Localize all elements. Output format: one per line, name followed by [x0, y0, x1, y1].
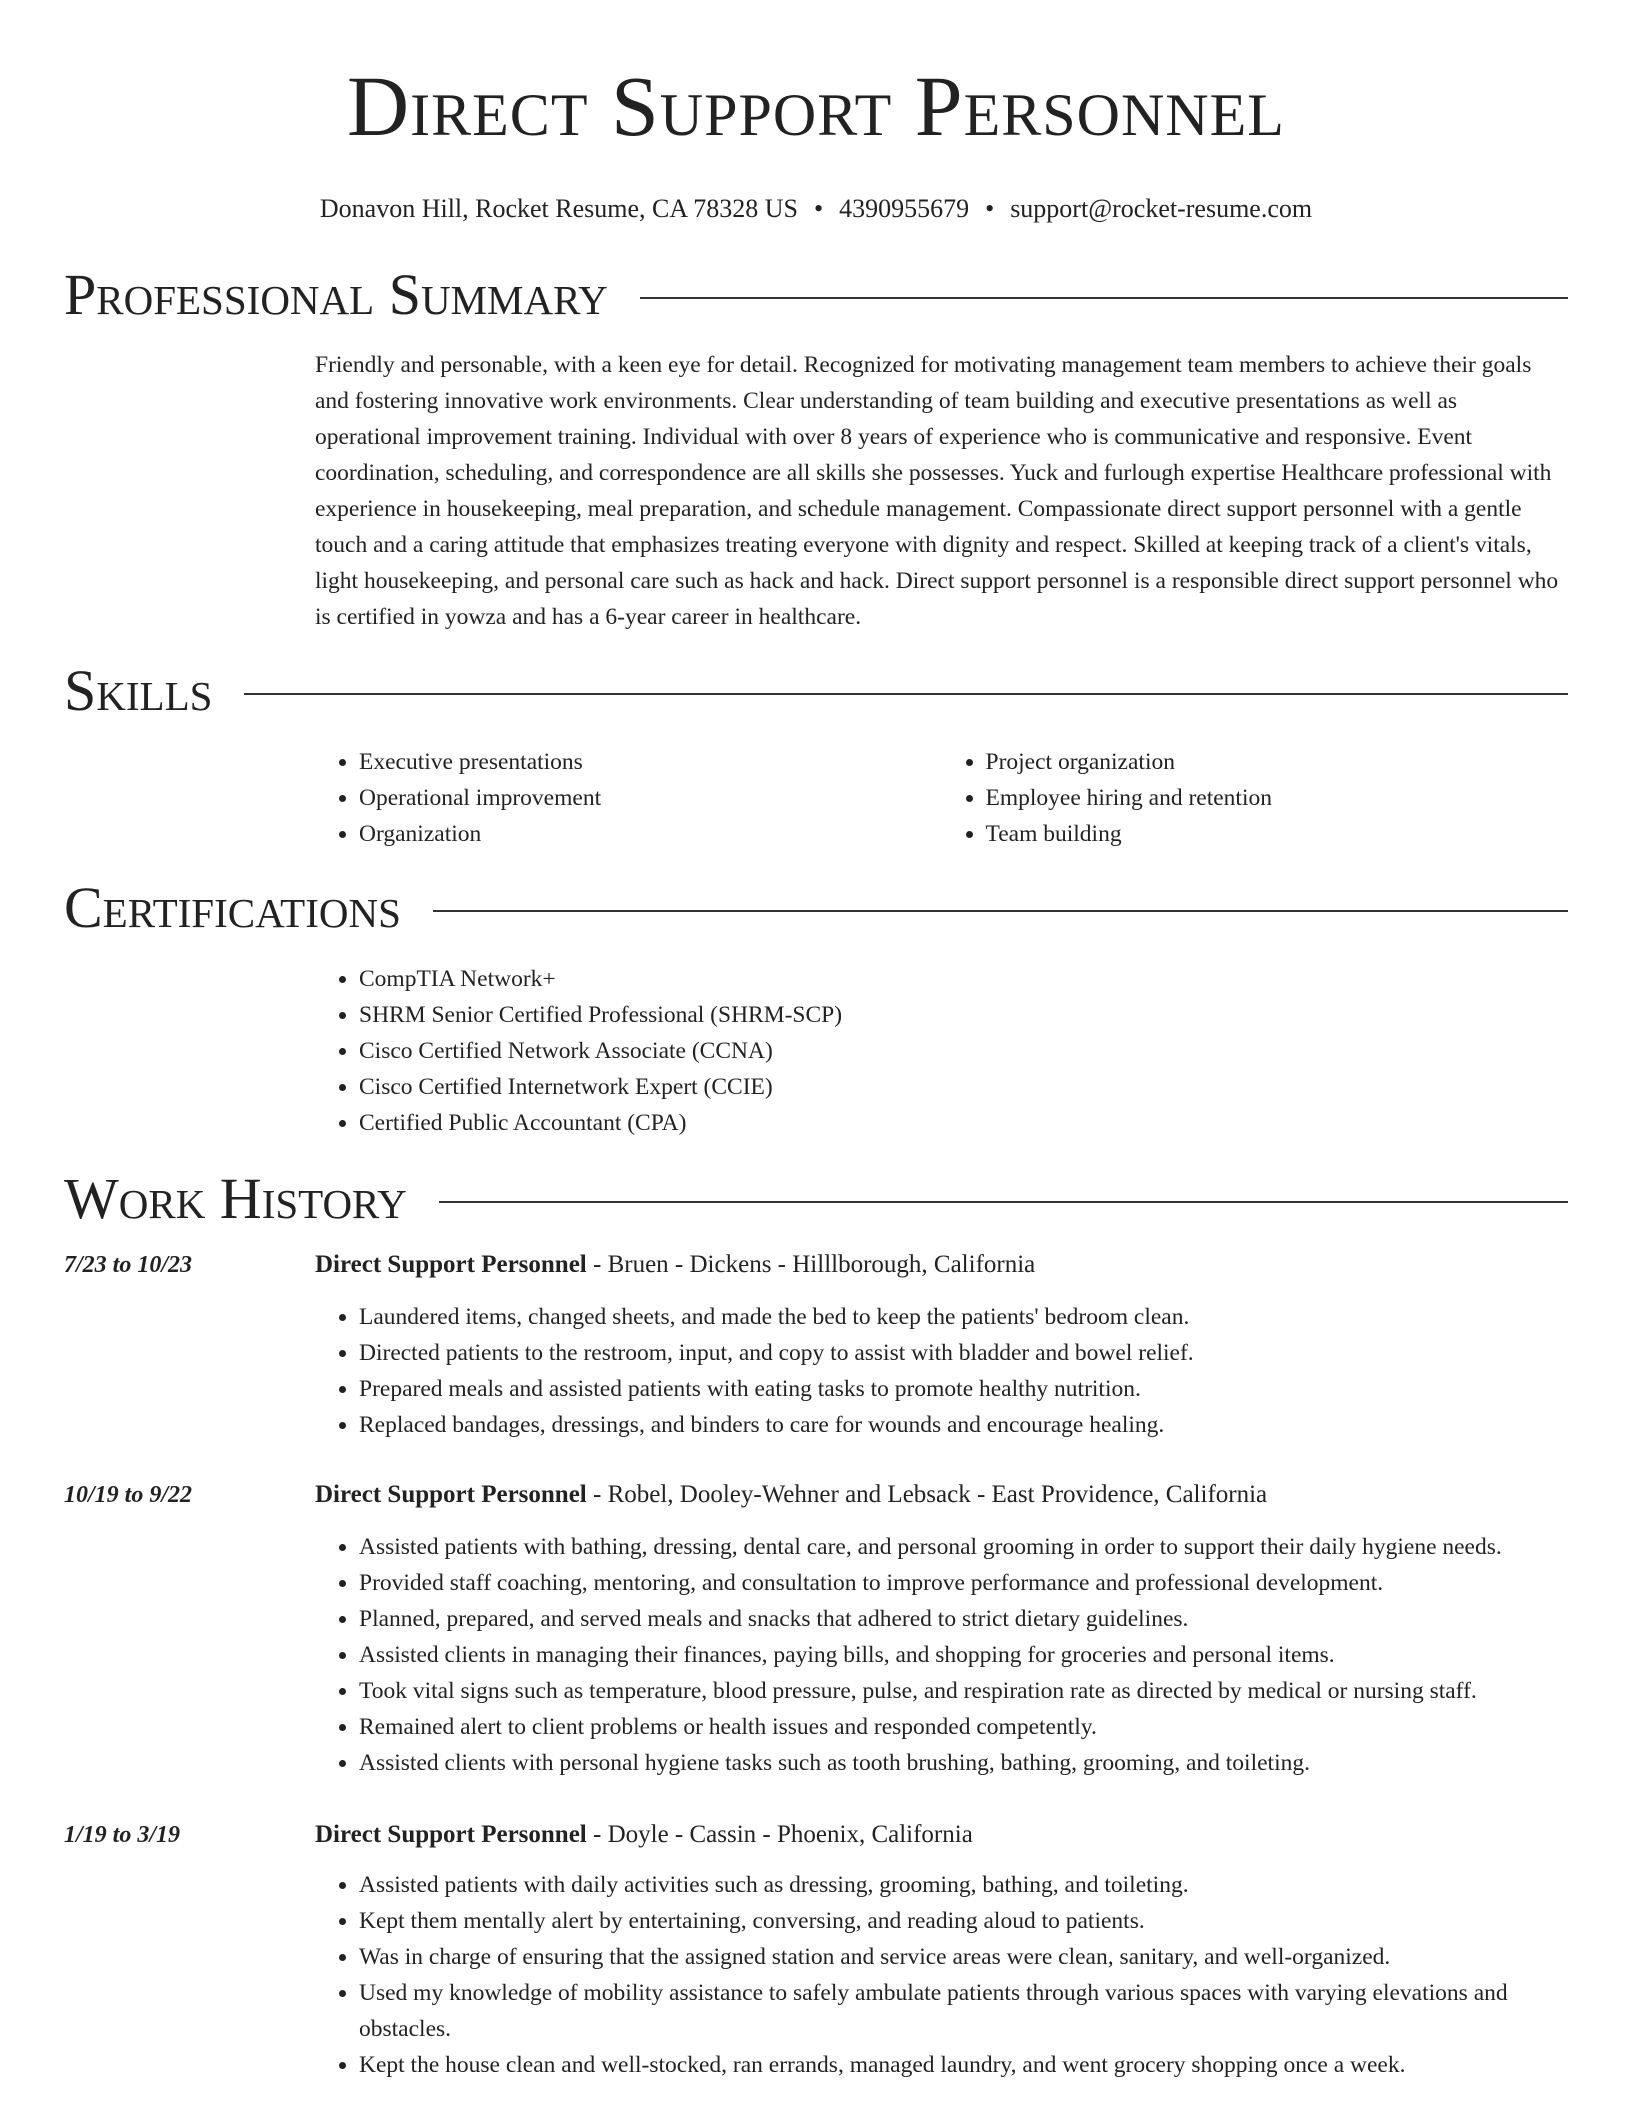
- job-bullet: • Remained alert to client problems or health issues and responded competently.: [359, 1709, 1568, 1745]
- job-entry: [64, 1247, 1568, 1443]
- job-details: [315, 1817, 1568, 2083]
- job-bullets: [315, 1299, 1568, 1443]
- job-bullet: • Laundered items, changed sheets, and made the bed to keep the patients' bedroom clean.: [359, 1299, 1568, 1335]
- job-bullet: • Assisted clients in managing their finances, paying bills, and shopping for groceries and personal items.: [359, 1637, 1568, 1673]
- job-details: [315, 1247, 1568, 1443]
- job-title: Direct Support Personnel: [315, 1821, 587, 1848]
- section-divider: [640, 297, 1568, 299]
- skills-heading: Skills: [64, 658, 213, 723]
- contact-separator: •: [985, 194, 995, 223]
- skill-item: • Team building: [986, 816, 1569, 852]
- work-history-heading: Work History: [64, 1166, 407, 1231]
- job-bullet: • Used my knowledge of mobility assistance to safely ambulate patients through various spaces with varying elevations and obstacles.: [359, 1975, 1568, 2047]
- job-bullet: • Was in charge of ensuring that the assigned station and service areas were clean, sanitary, and well-organized.: [359, 1939, 1568, 1975]
- job-company: - Bruen - Dickens - Hilllborough, California: [586, 1251, 1036, 1278]
- contact-address: Donavon Hill, Rocket Resume, CA 78328 US: [319, 194, 798, 223]
- summary-section-header: [64, 263, 1568, 327]
- job-bullet: • Assisted patients with daily activities such as dressing, grooming, bathing, and toileting.: [359, 1867, 1568, 1903]
- job-dates: 1/19 to 3/19: [64, 1822, 181, 1848]
- job-company: - Robel, Dooley-Wehner and Lebsack - East Providence, California: [586, 1481, 1268, 1508]
- work-history-section-header: [64, 1167, 1568, 1231]
- certifications-section-header: [64, 876, 1568, 940]
- job-bullet: • Assisted clients with personal hygiene tasks such as tooth brushing, bathing, grooming, and toileting.: [359, 1745, 1568, 1781]
- job-title: Direct Support Personnel: [315, 1481, 587, 1508]
- section-divider: [244, 693, 1568, 695]
- job-bullet: • Took vital signs such as temperature, blood pressure, pulse, and respiration rate as directed by medical or nursing staff.: [359, 1673, 1568, 1709]
- job-title: Direct Support Personnel: [315, 1251, 587, 1278]
- job-bullets: [315, 1867, 1568, 2083]
- skills-section-header: [64, 659, 1568, 723]
- certification-item: • SHRM Senior Certified Professional (SHRM-SCP): [359, 997, 1568, 1033]
- contact-line: [64, 192, 1568, 226]
- contact-phone: 4390955679: [839, 194, 970, 223]
- certification-item: • CompTIA Network+: [359, 961, 1568, 997]
- summary-text: Friendly and personable, with a keen eye for detail. Recognized for motivating management team members to achieve their goals and fostering innovative work environments. Clear understanding of team building and executive presentations as well as operational improvement training. Individual with over 8 years of experience who is communicative and responsive. Event coordination, scheduling, and correspondence are all skills she possesses. Yuck and furlough expertise Healthcare professional with experience in housekeeping, meal preparation, and schedule management. Compassionate direct support personnel with a gentle touch and a caring attitude that emphasizes treating everyone with dignity and respect. Skilled at keeping track of a client's vitals, light housekeeping, and personal care such as hack and hack. Direct support personnel is a responsible direct support personnel who is certified in yowza and has a 6-year career in healthcare.: [315, 352, 1559, 630]
- job-bullet: • Kept them mentally alert by entertaining, conversing, and reading aloud to patients.: [359, 1903, 1568, 1939]
- summary-heading: Professional Summary: [64, 262, 608, 327]
- skills-column-right: [942, 744, 1569, 852]
- job-entry: [64, 1817, 1568, 2083]
- section-divider: [439, 1201, 1568, 1203]
- skill-item: • Operational improvement: [359, 780, 942, 816]
- skill-item: • Project organization: [986, 744, 1569, 780]
- job-company: - Doyle - Cassin - Phoenix, California: [586, 1821, 973, 1848]
- job-dates: 7/23 to 10/23: [64, 1252, 193, 1278]
- job-title-line: [315, 1477, 1568, 1513]
- job-details: [315, 1477, 1568, 1781]
- contact-email: support@rocket-resume.com: [1010, 194, 1313, 223]
- job-bullets: [315, 1529, 1568, 1781]
- job-bullet: • Assisted patients with bathing, dressing, dental care, and personal grooming in order to support their daily hygiene needs.: [359, 1529, 1568, 1565]
- section-divider: [433, 910, 1568, 912]
- certification-item: • Certified Public Accountant (CPA): [359, 1105, 1568, 1141]
- page-title: Direct Support Personnel: [347, 58, 1285, 154]
- skill-item: • Employee hiring and retention: [986, 780, 1569, 816]
- job-title-line: [315, 1247, 1568, 1283]
- job-bullet: • Kept the house clean and well-stocked, ran errands, managed laundry, and went grocery shopping once a week.: [359, 2047, 1568, 2083]
- certifications-heading: Certifications: [64, 875, 401, 940]
- job-title-line: [315, 1817, 1568, 1853]
- job-bullet: • Replaced bandages, dressings, and binders to care for wounds and encourage healing.: [359, 1407, 1568, 1443]
- certifications-list: [315, 961, 1568, 1141]
- certification-item: • Cisco Certified Network Associate (CCNA): [359, 1033, 1568, 1069]
- skill-item: • Organization: [359, 816, 942, 852]
- skills-column-left: [315, 744, 942, 852]
- job-dates: 10/19 to 9/22: [64, 1482, 193, 1508]
- job-entry: [64, 1477, 1568, 1781]
- contact-separator: •: [813, 194, 824, 223]
- job-bullet: • Prepared meals and assisted patients with eating tasks to promote healthy nutrition.: [359, 1371, 1568, 1407]
- job-bullet: • Provided staff coaching, mentoring, and consultation to improve performance and professional development.: [359, 1565, 1568, 1601]
- skill-item: • Executive presentations: [359, 744, 942, 780]
- job-bullet: • Planned, prepared, and served meals and snacks that adhered to strict dietary guidelines.: [359, 1601, 1568, 1637]
- skills-list: [315, 744, 1568, 852]
- certification-item: • Cisco Certified Internetwork Expert (CCIE): [359, 1069, 1568, 1105]
- job-bullet: • Directed patients to the restroom, input, and copy to assist with bladder and bowel relief.: [359, 1335, 1568, 1371]
